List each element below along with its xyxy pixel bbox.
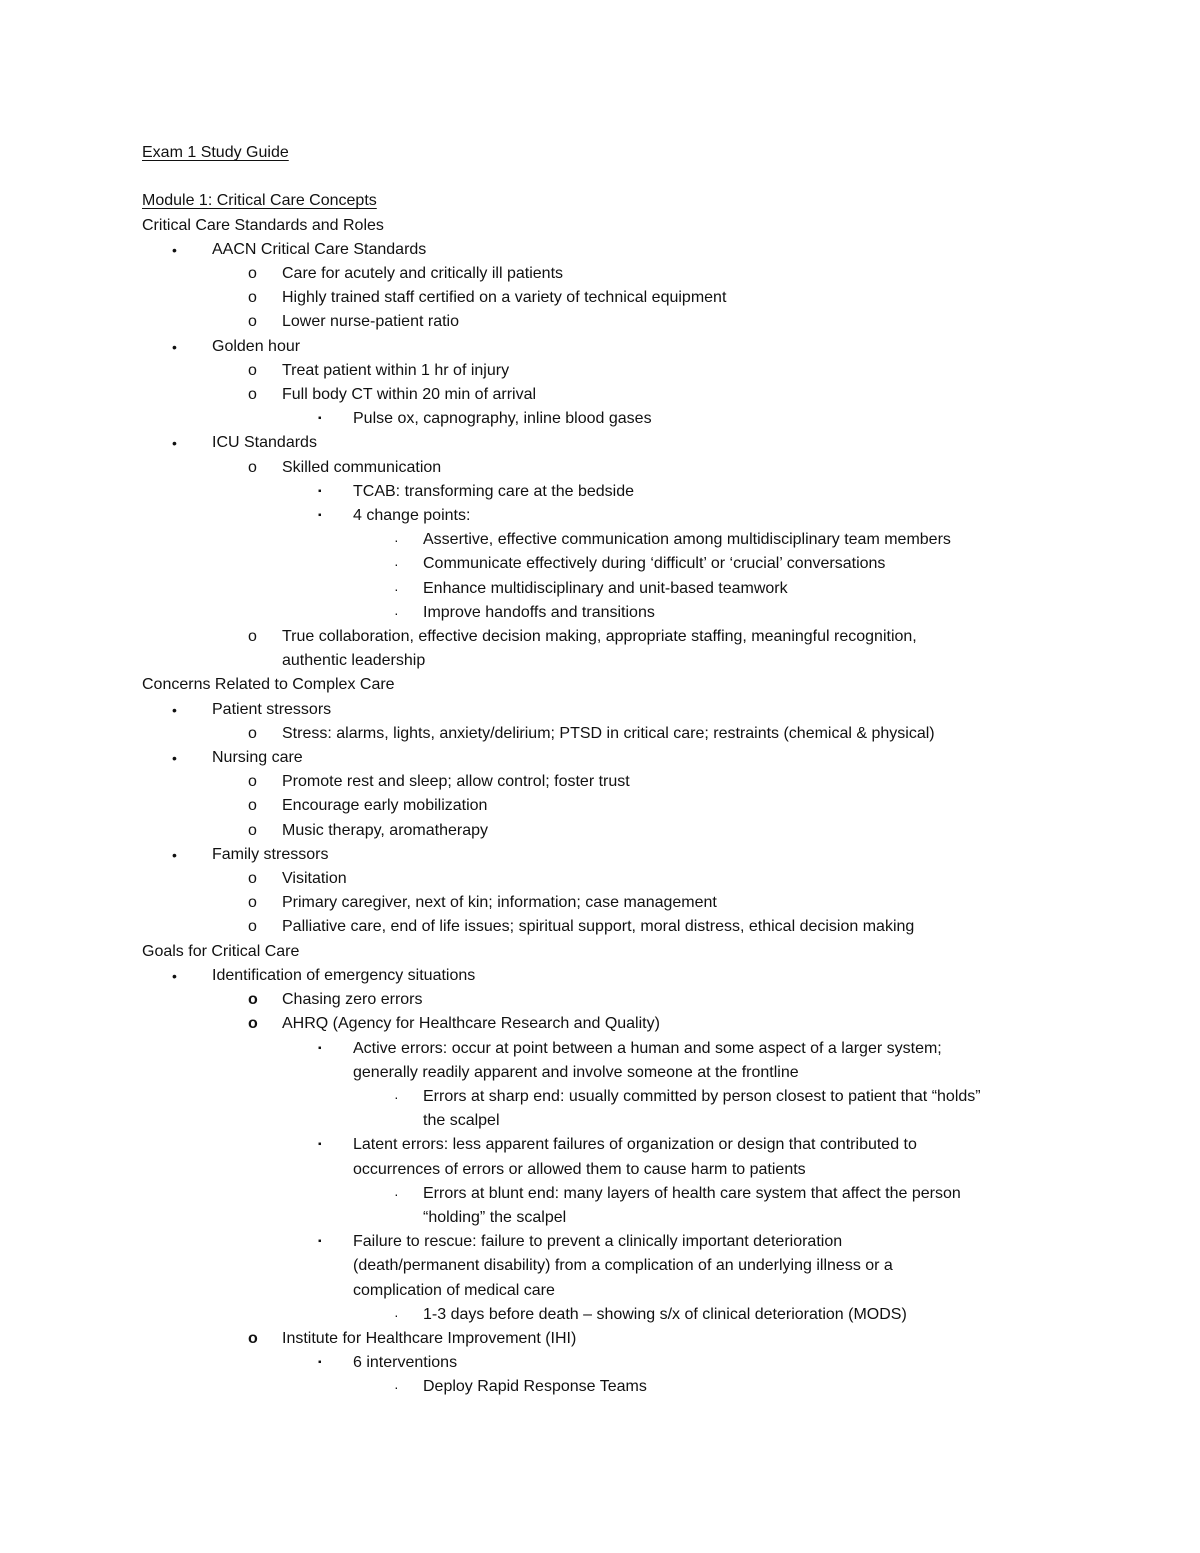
outline-text: Errors at sharp end: usually committed by person closest to patient that “holds”: [423, 1087, 981, 1105]
bullet-marker: ·: [394, 1088, 399, 1105]
bullet-marker: ▪: [318, 485, 322, 497]
bullet-marker: o: [248, 265, 257, 282]
bullet-marker: ·: [394, 1306, 399, 1323]
outline-item-level-2: [142, 1327, 1082, 1351]
outline: [142, 214, 1082, 1400]
outline-item-level-3: [142, 1158, 1082, 1182]
outline-text: Identification of emergency situations: [212, 966, 476, 984]
outline-item-level-3: [142, 1279, 1082, 1303]
outline-item-level-2: [142, 456, 1082, 480]
outline-text: Concerns Related to Complex Care: [142, 676, 395, 694]
bullet-marker: o: [248, 724, 257, 742]
outline-text: Music therapy, aromatherapy: [282, 821, 489, 839]
outline-text: the scalpel: [423, 1112, 500, 1130]
outline-item-level-2: [142, 262, 1082, 286]
bullet-marker: ·: [394, 1379, 399, 1396]
section-heading: [142, 940, 1082, 964]
outline-text: Promote rest and sleep; allow control; foster trust: [282, 773, 630, 791]
bullet-marker: o: [248, 870, 257, 888]
outline-item-level-4: [142, 1109, 1082, 1133]
outline-text: generally readily apparent and involve someone at the frontline: [353, 1063, 799, 1081]
outline-text: Deploy Rapid Response Teams: [423, 1378, 647, 1396]
outline-item-level-3: [142, 1037, 1082, 1061]
bullet-marker: o: [248, 821, 257, 839]
outline-item-level-1: [142, 964, 1082, 988]
bullet-marker: ·: [394, 580, 399, 597]
outline-text: “holding” the scalpel: [423, 1208, 567, 1226]
outline-text: Encourage early mobilization: [282, 797, 488, 815]
bullet-marker: ▪: [318, 510, 322, 522]
outline-item-level-1: [142, 238, 1082, 262]
bullet-marker: •: [172, 241, 177, 258]
outline-text: Goals for Critical Care: [142, 942, 300, 960]
outline-text: Skilled communication: [282, 458, 442, 476]
outline-text: Enhance multidisciplinary and unit-based teamwork: [423, 579, 788, 597]
bullet-marker: o: [248, 289, 257, 307]
outline-text: Family stressors: [212, 845, 329, 863]
outline-item-level-2: [142, 1012, 1082, 1036]
outline-text: Palliative care, end of life issues; spiritual support, moral distress, ethical decision making: [282, 918, 915, 936]
bullet-marker: •: [172, 750, 177, 767]
bullet-marker: ▪: [318, 1042, 322, 1054]
outline-text: 1-3 days before death – showing s/x of clinical deterioration (MODS): [423, 1305, 907, 1323]
outline-item-level-2: [142, 794, 1082, 818]
outline-item-level-2: [142, 770, 1082, 794]
outline-text: Primary caregiver, next of kin; information; case management: [282, 894, 717, 912]
outline-item-level-2: [142, 891, 1082, 915]
outline-text: 6 interventions: [353, 1354, 458, 1372]
outline-text: Care for acutely and critically ill patients: [282, 265, 564, 282]
outline-item-level-4: [142, 601, 1082, 625]
outline-item-level-3: [142, 504, 1082, 528]
outline-text: Improve handoffs and transitions: [423, 603, 655, 621]
outline-text: Pulse ox, capnography, inline blood gases: [353, 410, 652, 428]
outline-item-level-2: [142, 867, 1082, 891]
outline-item-level-3: [142, 1351, 1082, 1375]
outline-item-level-2: [142, 819, 1082, 843]
bullet-marker: ·: [394, 1185, 399, 1202]
outline-item-level-2: [142, 625, 1082, 649]
outline-item-level-4: [142, 1206, 1082, 1230]
outline-text: Treat patient within 1 hr of injury: [282, 361, 510, 379]
outline-text: Assertive, effective communication among multidisciplinary team members: [423, 531, 951, 549]
outline-text: Nursing care: [212, 749, 303, 767]
outline-item-level-4: [142, 577, 1082, 601]
outline-item-level-3: [142, 1230, 1082, 1254]
outline-text: Full body CT within 20 min of arrival: [282, 386, 537, 404]
outline-item-level-2: [142, 310, 1082, 334]
outline-item-level-4: [142, 1182, 1082, 1206]
section-heading: [142, 673, 1082, 697]
bullet-marker: o: [248, 894, 257, 912]
outline-text: Golden hour: [212, 337, 301, 355]
outline-text: complication of medical care: [353, 1281, 555, 1299]
outline-text: (death/permanent disability) from a complication of an underlying illness or a: [353, 1257, 893, 1275]
bullet-marker: ·: [394, 604, 399, 621]
bullet-marker: o: [248, 313, 257, 331]
outline-item-level-2: [142, 383, 1082, 407]
outline-text: 4 change points:: [353, 507, 471, 525]
bullet-marker: o: [248, 1015, 258, 1033]
outline-text: AHRQ (Agency for Healthcare Research and Quality): [282, 1015, 660, 1033]
outline-text: Latent errors: less apparent failures of organization or design that contributed to: [353, 1136, 917, 1154]
outline-text: Critical Care Standards and Roles: [142, 216, 384, 234]
outline-text: Active errors: occur at point between a human and some aspect of a larger system;: [353, 1039, 942, 1057]
outline-text: Errors at blunt end: many layers of health care system that affect the person: [423, 1184, 961, 1202]
outline-item-level-1: [142, 431, 1082, 455]
outline-text: TCAB: transforming care at the bedside: [353, 482, 635, 500]
outline-item-level-3: [142, 1061, 1082, 1085]
outline-item-level-2: [142, 988, 1082, 1012]
outline-item-level-3: [142, 407, 1082, 431]
bullet-marker: ·: [394, 532, 399, 549]
outline-text: occurrences of errors or allowed them to cause harm to patients: [353, 1160, 806, 1178]
bullet-marker: o: [248, 458, 257, 476]
outline-text: ICU Standards: [212, 434, 317, 452]
outline-item-level-2: [142, 649, 1082, 673]
outline-item-level-2: [142, 359, 1082, 383]
bullet-marker: ▪: [318, 1139, 322, 1151]
outline-item-level-3: [142, 1133, 1082, 1157]
outline-item-level-3: [142, 1254, 1082, 1278]
outline-item-level-4: [142, 552, 1082, 576]
bullet-marker: o: [248, 386, 257, 404]
outline-text: Visitation: [282, 870, 347, 888]
study-guide-document: [142, 141, 1082, 1400]
bullet-marker: •: [172, 701, 177, 718]
outline-text: authentic leadership: [282, 652, 426, 670]
bullet-marker: o: [248, 991, 258, 1009]
bullet-marker: o: [248, 628, 257, 646]
outline-item-level-1: [142, 698, 1082, 722]
outline-item-level-1: [142, 335, 1082, 359]
bullet-marker: ·: [394, 556, 399, 573]
outline-text: Chasing zero errors: [282, 991, 423, 1009]
outline-item-level-2: [142, 915, 1082, 939]
section-heading: [142, 214, 1082, 238]
outline-text: Institute for Healthcare Improvement (IHI): [282, 1329, 577, 1347]
document-title: Exam 1 Study Guide: [142, 144, 289, 161]
bullet-marker: •: [172, 967, 177, 984]
bullet-marker: o: [248, 773, 257, 791]
outline-text: Lower nurse-patient ratio: [282, 313, 459, 331]
outline-text: Highly trained staff certified on a variety of technical equipment: [282, 289, 727, 307]
outline-text: Failure to rescue: failure to prevent a clinically important deterioration: [353, 1233, 843, 1251]
bullet-marker: o: [248, 361, 257, 379]
outline-text: AACN Critical Care Standards: [212, 240, 427, 258]
outline-text: Communicate effectively during ‘difficult’ or ‘crucial’ conversations: [423, 555, 886, 573]
outline-item-level-4: [142, 1303, 1082, 1327]
outline-text: Patient stressors: [212, 700, 332, 718]
outline-item-level-2: [142, 722, 1082, 746]
bullet-marker: •: [172, 338, 177, 355]
outline-text: Stress: alarms, lights, anxiety/delirium; PTSD in critical care; restraints (chemical & physical): [282, 724, 935, 742]
outline-item-level-2: [142, 286, 1082, 310]
bullet-marker: ▪: [318, 1236, 322, 1248]
outline-text: True collaboration, effective decision making, appropriate staffing, meaningful recognition,: [282, 628, 917, 646]
bullet-marker: •: [172, 846, 177, 863]
outline-item-level-1: [142, 746, 1082, 770]
spacer: [142, 165, 1082, 189]
bullet-marker: o: [248, 918, 257, 936]
bullet-marker: o: [248, 1329, 258, 1347]
outline-item-level-1: [142, 843, 1082, 867]
outline-item-level-4: [142, 528, 1082, 552]
module-heading: Module 1: Critical Care Concepts: [142, 192, 377, 210]
outline-item-level-4: [142, 1375, 1082, 1399]
outline-item-level-4: [142, 1085, 1082, 1109]
bullet-marker: •: [172, 435, 177, 452]
bullet-marker: ▪: [318, 1357, 322, 1369]
outline-item-level-3: [142, 480, 1082, 504]
bullet-marker: ▪: [318, 413, 322, 425]
bullet-marker: o: [248, 797, 257, 815]
